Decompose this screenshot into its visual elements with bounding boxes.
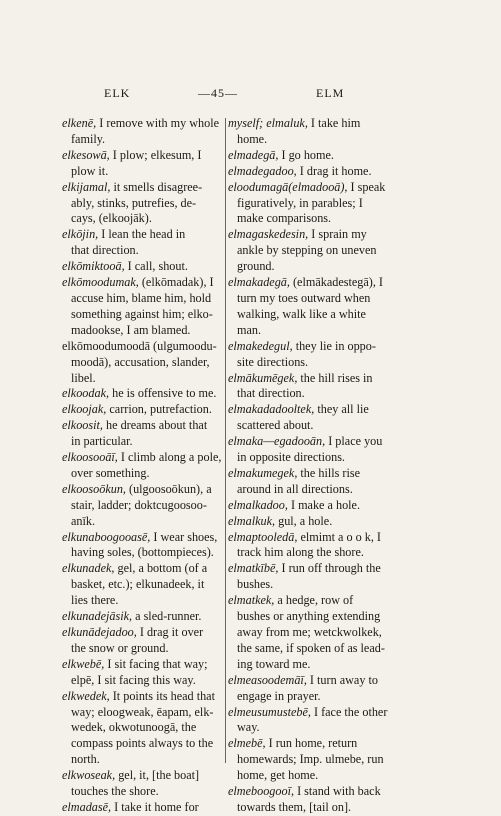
dictionary-entry [228, 673, 440, 705]
headword: elmakumegek, [228, 465, 298, 480]
dictionary-entry [62, 259, 225, 275]
dictionary-entry [228, 530, 440, 562]
dictionary-entry [62, 625, 225, 657]
entry-line: elkunaboogooasē, I wear shoes, [62, 529, 218, 544]
entry-line: man. [237, 322, 262, 337]
headword: elmatkībē, [228, 561, 279, 576]
entry-line: elkoosit, he dreams about that [62, 418, 208, 433]
headword: eloodumagā(elmadooā), [228, 179, 348, 194]
entry-line: elkoosoōkun, (ulgoosoōkun), a [62, 481, 212, 496]
dictionary-entry [62, 227, 225, 259]
entry-line: the snow or ground. [71, 640, 169, 655]
entry-line: way; eloogweak, ēapam, elk- [71, 704, 214, 719]
entry-line: touches the shore. [71, 784, 159, 799]
entry-line: elkoojak, carrion, putrefaction. [62, 402, 212, 417]
entry-line: in particular. [71, 434, 133, 449]
headword: elkoosooāī, [62, 450, 118, 465]
entry-line: eloodumagā(elmadooā), I speak [228, 179, 386, 194]
entry-line: elkoosooāī, I climb along a pole, [62, 450, 222, 465]
dictionary-entry [228, 227, 440, 275]
headword: elkunādejadoo, [62, 625, 137, 639]
headword: elkwebē, [62, 656, 105, 671]
dictionary-entry [62, 275, 225, 339]
entry-line: engage in prayer. [237, 688, 321, 703]
dictionary-entry [62, 657, 225, 689]
dictionary-entry [62, 609, 225, 625]
entry-line: elkunādejadoo, I drag it over [62, 625, 204, 639]
column-divider [225, 118, 226, 763]
dictionary-entry [228, 593, 440, 673]
entry-line: bushes or anything extending [237, 609, 381, 624]
dictionary-entry [228, 514, 440, 530]
entry-line: home, get home. [237, 768, 319, 783]
entry-line: something against him; elko- [71, 306, 213, 321]
dictionary-entry [228, 466, 440, 498]
entry-line: ground. [237, 259, 275, 274]
entry-line: figuratively, in parables; I [237, 195, 363, 210]
headword: elkwedek, [62, 688, 110, 703]
entry-line: wedek, okwotunoogā, the [71, 720, 197, 735]
entry-line: elkunadek, gel, a bottom (of a [62, 561, 208, 576]
headword: myself; elmaluk, [228, 116, 308, 130]
entry-line: elkōmoodumak, (elkōmadak), I [62, 275, 214, 290]
headword: elkunaboogooasē, [62, 529, 151, 544]
left-column [62, 116, 225, 816]
entry-line: elmalkadoo, I make a hole. [228, 497, 360, 512]
entry-line: elkenē, I remove with my whole [62, 116, 220, 130]
entry-line: elmadegā, I go home. [228, 147, 334, 162]
headword: elkunadejāsik, [62, 609, 133, 624]
entry-line: elkwedek, It points its head that [62, 688, 215, 703]
entry-line: elpē, I sit facing this way. [71, 672, 196, 687]
headword: elmaka—egadooān, [228, 434, 326, 449]
dictionary-entry [62, 180, 225, 228]
entry-line: bushes. [237, 577, 274, 592]
entry-line: elkwebē, I sit facing that way; [62, 656, 208, 671]
entry-line: elmakadadooltek, they all lie [228, 402, 369, 417]
entry-line: elmakumegek, the hills rise [228, 465, 360, 480]
dictionary-entry [228, 561, 440, 593]
entry-line: having soles, (bottompieces). [71, 545, 214, 560]
entry-line: accuse him, blame him, hold [71, 290, 212, 305]
dictionary-entry [228, 164, 440, 180]
entry-line: madookse, I am blamed. [71, 322, 191, 337]
page-header [0, 86, 501, 102]
entry-line: that direction. [237, 386, 305, 401]
entry-line: walking, walk like a white [237, 306, 366, 321]
entry-line: basket, etc.); elkunadeek, it [71, 577, 205, 592]
entry-line: site directions. [237, 354, 309, 369]
entry-line: elkōmoodumoodā (ulgumoodu- [62, 338, 217, 353]
headword: elmeboogooī, [228, 784, 295, 799]
entry-line: elmadegadoo, I drag it home. [228, 163, 372, 178]
dictionary-entry [228, 402, 440, 434]
entry-line: over something. [71, 465, 150, 480]
headword: elkenē, [62, 116, 97, 130]
entry-line: elmeusumustebē, I face the other [228, 704, 388, 719]
dictionary-entry [62, 402, 225, 418]
dictionary-entry [62, 530, 225, 562]
headword: elmadasē, [62, 799, 112, 814]
dictionary-entry [62, 800, 225, 816]
dictionary-entry [62, 689, 225, 769]
entry-line: myself; elmaluk, I take him [228, 116, 361, 130]
dictionary-entry [62, 450, 225, 482]
headword: elkōmiktooā, [62, 259, 125, 274]
entry-line: elmeasoodemāī, I turn away to [228, 672, 378, 687]
entry-line: plow it. [71, 163, 109, 178]
headword: elmeasoodemāī, [228, 672, 307, 687]
entry-line: elkōmiktooā, I call, shout. [62, 259, 188, 274]
entry-line: elkunadejāsik, a sled-runner. [62, 609, 202, 624]
entry-line: ing toward me. [237, 656, 311, 671]
entry-line: elmadasē, I take it home for [62, 799, 199, 814]
dictionary-entry [228, 736, 440, 784]
entry-line: homewards; Imp. ulmebe, run [237, 752, 384, 767]
entry-line: elmebē, I run home, return [228, 736, 358, 751]
headword: elmatkek, [228, 593, 275, 608]
dictionary-entry [62, 339, 225, 387]
entry-line: elmagaskedesin, I sprain my [228, 227, 367, 242]
dictionary-entry [62, 116, 225, 148]
headword: elmaptooledā, [228, 529, 298, 544]
dictionary-entry [228, 434, 440, 466]
dictionary-entry [228, 275, 440, 339]
headword: elmakedegul, [228, 338, 293, 353]
header-right-guideword: ELM [316, 86, 345, 100]
headword: elmagaskedesin, [228, 227, 309, 242]
entry-line: elmeboogooī, I stand with back [228, 784, 381, 799]
entry-line: elkijamal, it smells disagree- [62, 179, 203, 194]
headword: elmalkadoo, [228, 497, 288, 512]
entry-line: elmākumēgek, the hill rises in [228, 370, 373, 385]
entry-line: home. [237, 131, 268, 146]
page-number: —45— [198, 86, 238, 100]
headword: elmalkuk, [228, 513, 276, 528]
entry-line: elmatkek, a hedge, row of [228, 593, 354, 608]
entry-line: elmaptooledā, elmimt a o o k, I [228, 529, 381, 544]
dictionary-entry [228, 116, 440, 148]
entry-line: family. [71, 131, 106, 146]
headword: elmakadegā, [228, 275, 290, 290]
entry-line: ankle by stepping on uneven [237, 243, 377, 258]
headword: elkwoseak, [62, 768, 116, 783]
headword: elkoodak, [62, 386, 110, 401]
headword: elmakadadooltek, [228, 402, 315, 417]
dictionary-entry [62, 768, 225, 800]
header-left-guideword: ELK [104, 86, 131, 100]
entry-line: libel. [71, 370, 96, 385]
headword: elmeusumustebē, [228, 704, 311, 719]
entry-line: elmaka—egadooān, I place you [228, 434, 383, 449]
entry-line: elkōjin, I lean the head in [62, 227, 186, 242]
dictionary-entry [62, 482, 225, 530]
headword: elkesowā, [62, 147, 110, 162]
entry-line: stair, ladder; doktcugoosoo- [71, 497, 207, 512]
headword: elkunadek, [62, 561, 115, 576]
dictionary-entry [228, 180, 440, 228]
dictionary-entry [62, 148, 225, 180]
entry-line: elmakedegul, they lie in oppo- [228, 338, 376, 353]
entry-line: track him along the shore. [237, 545, 364, 560]
dictionary-entry [228, 371, 440, 403]
headword: elkoosoōkun, [62, 481, 126, 496]
entry-line: anīk. [71, 513, 96, 528]
entry-line: turn my toes outward when [237, 290, 371, 305]
entry-line: the same, if spoken of as lead- [237, 640, 385, 655]
headword: elkōjin, [62, 227, 99, 242]
entry-line: away from me; wetckwolkek, [237, 625, 382, 639]
entry-line: elmakadegā, (elmākadestegā), I [228, 275, 383, 290]
dictionary-entry [228, 498, 440, 514]
entry-line: elmalkuk, gul, a hole. [228, 513, 333, 528]
dictionary-entry [228, 339, 440, 371]
entry-line: elkwoseak, gel, it, [the boat] [62, 768, 200, 783]
headword: elkijamal, [62, 179, 111, 194]
entry-line: elkoodak, he is offensive to me. [62, 386, 217, 401]
entry-line: compass points always to the [71, 736, 214, 751]
entry-line: around in all directions. [237, 481, 353, 496]
headword: elmadegadoo, [228, 163, 297, 178]
headword: elmadegā, [228, 147, 279, 162]
entry-line: elmatkībē, I run off through the [228, 561, 381, 576]
entry-line: towards them, [tail on]. [237, 799, 352, 814]
right-column [228, 116, 440, 816]
headword: elkoojak, [62, 402, 107, 417]
entry-line: cays, (elkoojāk). [71, 211, 152, 226]
dictionary-entry [62, 386, 225, 402]
dictionary-entry [62, 561, 225, 609]
entry-line: that direction. [71, 243, 139, 258]
headword: elkoosit, [62, 418, 103, 433]
entry-line: make comparisons. [237, 211, 332, 226]
entry-line: moodā), accusation, slander, [71, 354, 210, 369]
dictionary-entry [228, 148, 440, 164]
entry-line: in opposite directions. [237, 450, 345, 465]
headword: elmebē, [228, 736, 266, 751]
entry-line: ably, stinks, putrefies, de- [71, 195, 197, 210]
dictionary-entry [228, 705, 440, 737]
headword: elkōmoodumak, [62, 275, 139, 290]
entry-line: elkesowā, I plow; elkesum, I [62, 147, 202, 162]
entry-line: lies there. [71, 593, 119, 608]
entry-line: way. [237, 720, 260, 735]
entry-line: north. [71, 752, 100, 767]
headword: elmākumēgek, [228, 370, 298, 385]
entry-line: scattered about. [237, 418, 314, 433]
dictionary-entry [62, 418, 225, 450]
